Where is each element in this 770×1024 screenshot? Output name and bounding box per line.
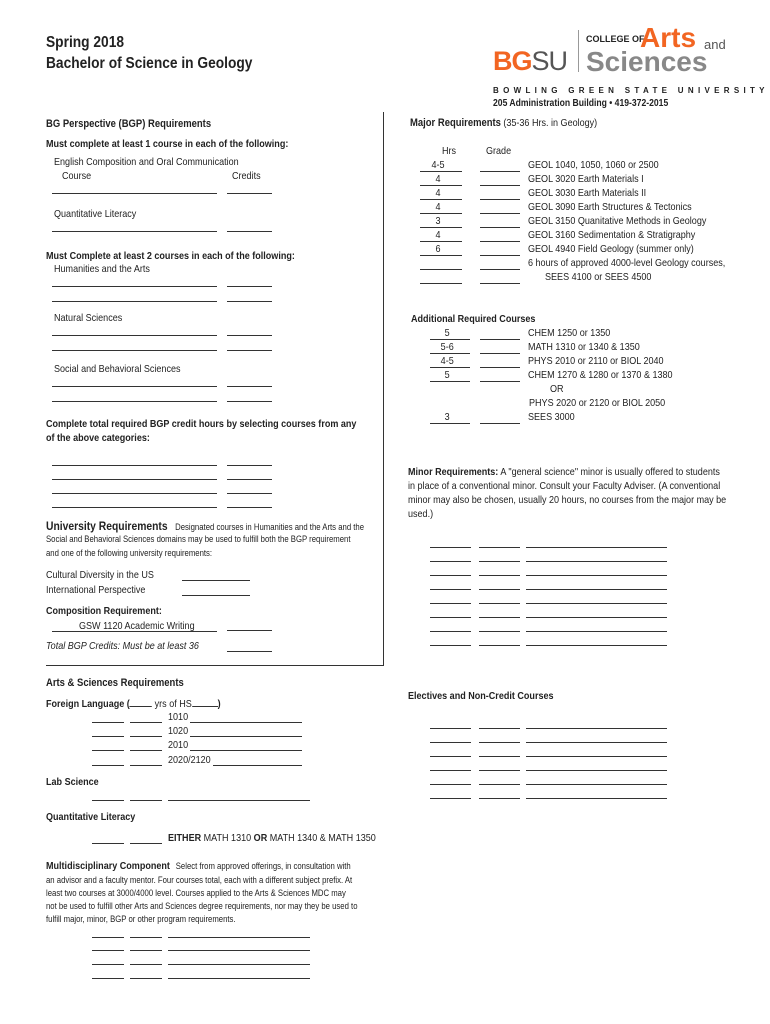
course-column: Course [62, 170, 92, 182]
mdc-course-line[interactable] [168, 964, 310, 965]
phys-alt: PHYS 2020 or 2120 or BIOL 2050 [529, 397, 666, 409]
minor-hrs-line[interactable] [430, 603, 471, 604]
minor-desc1: A "general science" minor is usually offered to students [500, 466, 720, 478]
fl-line[interactable] [92, 750, 124, 751]
logo-college-of: COLLEGE OF [586, 34, 645, 44]
composition-label: Composition Requirement: [46, 605, 162, 617]
major-grade-line[interactable] [480, 171, 520, 172]
social-course-line[interactable] [52, 386, 217, 387]
logo-and: and [704, 37, 726, 52]
international-label: International Perspective [46, 584, 146, 596]
major-last-line: SEES 4100 or SEES 4500 [545, 271, 652, 283]
natural-credits-line[interactable] [227, 350, 272, 351]
minor-heading: Minor Requirements: [408, 466, 499, 478]
close-paren: ) [217, 698, 221, 710]
additional-course: MATH 1310 or 1340 & 1350 [528, 341, 640, 353]
mdc-line[interactable] [130, 964, 162, 965]
university-desc1: Designated courses in Humanities and the Arts and the [175, 522, 365, 532]
math1310-label: MATH 1310 [203, 832, 252, 844]
major-hrs-line[interactable] [420, 185, 462, 186]
major-course: GEOL 3030 Earth Materials II [528, 187, 647, 199]
minor-grade-line[interactable] [479, 645, 520, 646]
minor-course-line[interactable] [526, 603, 667, 604]
major-hrs: 4 [435, 229, 441, 241]
fl-line[interactable] [92, 736, 124, 737]
lab-science-label: Lab Science [46, 776, 99, 788]
quant-credits-line[interactable] [227, 231, 272, 232]
additional-hrs: 5-6 [440, 341, 454, 353]
major-course: GEOL 3150 Quanitative Methods in Geology [528, 215, 707, 227]
either-label: EITHER [168, 832, 202, 844]
mdc-line[interactable] [92, 950, 124, 951]
additional-hrs: 5 [444, 327, 450, 339]
bgp-heading: BG Perspective (BGP) Requirements [46, 118, 212, 130]
fl-level-2020: 2020/2120 [168, 754, 211, 766]
humanities-label: Humanities and the Arts [54, 263, 150, 275]
elective-hrs-line[interactable] [430, 770, 471, 771]
major-grade-line[interactable] [480, 241, 520, 242]
minor-grade-line[interactable] [479, 631, 520, 632]
mdc-line[interactable] [92, 978, 124, 979]
additional-hrs-line [430, 339, 470, 340]
minor-grade-line[interactable] [479, 547, 520, 548]
additional-grade-line[interactable] [480, 339, 520, 340]
elective-course-line[interactable] [526, 728, 667, 729]
university-heading: University Requirements [46, 519, 168, 533]
additional-hrs-line [430, 381, 470, 382]
major-grade-line[interactable] [480, 199, 520, 200]
elective-course-line[interactable] [526, 784, 667, 785]
mdc-line[interactable] [130, 950, 162, 951]
elective-bgp-credits-line[interactable] [227, 507, 272, 508]
elective-grade-line[interactable] [479, 756, 520, 757]
lab-course-line[interactable] [168, 800, 310, 801]
elective-course-line[interactable] [526, 742, 667, 743]
major-grade-line[interactable] [480, 255, 520, 256]
or-label: OR [253, 832, 268, 844]
quant-label: Quantitative Literacy [54, 208, 137, 220]
additional-course: CHEM 1250 or 1350 [528, 327, 611, 339]
major-hrs-line[interactable] [420, 213, 462, 214]
minor-course-line[interactable] [526, 645, 667, 646]
natural-label: Natural Sciences [54, 312, 123, 324]
minor-desc4: used.) [408, 508, 434, 520]
mdc-heading-line [46, 860, 351, 872]
minor-course-line[interactable] [526, 589, 667, 590]
logo-arts: Arts [640, 22, 697, 53]
social-course-line[interactable] [52, 401, 217, 402]
major-hrs-line[interactable] [420, 241, 462, 242]
major-hrs-line[interactable] [420, 171, 462, 172]
mdc-desc5: fulfill major, minor, BGP or other program requirements. [46, 914, 236, 924]
fl-level-2010: 2010 [168, 739, 189, 751]
major-hrs: 4 [435, 173, 441, 185]
as-quant-options [168, 832, 376, 844]
major-course: 6 hours of approved 4000-level Geology courses, [528, 257, 726, 269]
minor-hrs-line[interactable] [430, 561, 471, 562]
minor-course-line[interactable] [526, 547, 667, 548]
mdc-line[interactable] [130, 978, 162, 979]
minor-line1 [408, 466, 720, 478]
additional-hrs: 5 [444, 369, 450, 381]
additional-course: PHYS 2010 or 2110 or BIOL 2040 [528, 355, 664, 367]
mdc-line[interactable] [92, 964, 124, 965]
major-hrs-line[interactable] [420, 283, 462, 284]
additional-hrs-line [430, 367, 470, 368]
natural-credits-line[interactable] [227, 335, 272, 336]
arts-sciences-heading: Arts & Sciences Requirements [46, 677, 184, 689]
humanities-credits-line[interactable] [227, 286, 272, 287]
university-desc2: Social and Behavioral Sciences domains may be used to fulfill both the BGP requirement [46, 534, 351, 544]
column-divider [383, 112, 384, 666]
hrs-column: Hrs [442, 145, 457, 157]
complete-total-line2: of the above categories: [46, 432, 150, 444]
fl-line[interactable] [92, 765, 124, 766]
section-divider [46, 665, 383, 666]
additional-hrs: 4-5 [440, 355, 454, 367]
logo-bg: BG [493, 46, 532, 76]
humanities-course-line[interactable] [52, 286, 217, 287]
bgp-must-two: Must Complete at least 2 courses in each of the following: [46, 250, 295, 262]
minor-hrs-line[interactable] [430, 631, 471, 632]
elective-bgp-course-line[interactable] [52, 493, 217, 494]
mdc-desc1: Select from approved offerings, in consultation with [175, 861, 351, 871]
fl-level-1020: 1020 [168, 725, 189, 737]
elective-grade-line[interactable] [479, 770, 520, 771]
quant-course-line[interactable] [52, 231, 217, 232]
elective-bgp-course-line[interactable] [52, 465, 217, 466]
natural-course-line[interactable] [52, 335, 217, 336]
major-course: GEOL 3160 Sedimentation & Stratigraphy [528, 229, 696, 241]
elective-grade-line[interactable] [479, 728, 520, 729]
fl-line[interactable] [130, 765, 162, 766]
english-course-line[interactable] [52, 193, 217, 194]
natural-course-line[interactable] [52, 350, 217, 351]
elective-hrs-line[interactable] [430, 742, 471, 743]
major-hrs: 4-5 [431, 159, 445, 171]
major-grade-line[interactable] [480, 269, 520, 270]
minor-hrs-line[interactable] [430, 645, 471, 646]
additional-grade-line[interactable] [480, 381, 520, 382]
university-desc3: and one of the following university requirements: [46, 548, 213, 558]
complete-total-line1: Complete total required BGP credit hours by selecting courses from any [46, 418, 357, 430]
minor-grade-line[interactable] [479, 603, 520, 604]
elective-hrs-line[interactable] [430, 784, 471, 785]
elective-course-line[interactable] [526, 798, 667, 799]
minor-hrs-line[interactable] [430, 617, 471, 618]
major-heading-note: (35-36 Hrs. in Geology) [503, 117, 598, 129]
lab-line[interactable] [130, 800, 162, 801]
mdc-title: Multidisciplinary Component [46, 860, 170, 872]
minor-grade-line[interactable] [479, 575, 520, 576]
major-hrs: 4 [435, 201, 441, 213]
logo-su: SU [531, 46, 568, 76]
foreign-language-line [46, 698, 221, 710]
additional-heading: Additional Required Courses [411, 313, 536, 325]
elective-bgp-course-line[interactable] [52, 479, 217, 480]
logo-sciences: Sciences [586, 46, 708, 77]
elective-grade-line[interactable] [479, 742, 520, 743]
mdc-course-line[interactable] [168, 978, 310, 979]
logo-university: BOWLING GREEN STATE UNIVERSITY [493, 86, 769, 95]
total-bgp-credits-line[interactable] [227, 651, 272, 652]
cultural-line[interactable] [182, 580, 250, 581]
gsw-course-line [52, 631, 217, 632]
fl-course-line[interactable] [190, 736, 302, 737]
sees-hrs: 3 [444, 411, 450, 423]
minor-hrs-line[interactable] [430, 547, 471, 548]
elective-bgp-credits-line[interactable] [227, 479, 272, 480]
minor-hrs-line[interactable] [430, 575, 471, 576]
minor-course-line[interactable] [526, 575, 667, 576]
as-quant-line[interactable] [130, 843, 162, 844]
additional-grade-line[interactable] [480, 353, 520, 354]
major-course: GEOL 3090 Earth Structures & Tectonics [528, 201, 692, 213]
major-hrs-line[interactable] [420, 227, 462, 228]
grade-column: Grade [486, 145, 512, 157]
additional-hrs-line [430, 353, 470, 354]
foreign-label: Foreign Language ( [46, 698, 130, 710]
fl-line[interactable] [130, 750, 162, 751]
major-course: GEOL 4940 Field Geology (summer only) [528, 243, 694, 255]
mdc-course-line[interactable] [168, 950, 310, 951]
logo-divider [578, 30, 579, 72]
as-quant-label: Quantitative Literacy [46, 811, 136, 823]
major-grade-line[interactable] [480, 185, 520, 186]
minor-grade-line[interactable] [479, 561, 520, 562]
gsw-credits-line[interactable] [227, 630, 272, 631]
program-title: Bachelor of Science in Geology [46, 55, 253, 72]
major-hrs: 6 [435, 243, 441, 255]
credits-column: Credits [232, 170, 261, 182]
bgsu-logo [493, 46, 567, 77]
social-credits-line[interactable] [227, 386, 272, 387]
sees-course: SEES 3000 [528, 411, 575, 423]
electives-heading: Electives and Non-Credit Courses [408, 690, 554, 702]
major-heading-line [410, 117, 597, 129]
fl-line[interactable] [130, 736, 162, 737]
as-quant-line[interactable] [92, 843, 124, 844]
gsw-label: GSW 1120 Academic Writing [79, 620, 195, 632]
or-separator: OR [550, 383, 564, 395]
major-heading: Major Requirements [410, 117, 501, 129]
total-bgp-credits: Total BGP Credits: Must be at least 36 [46, 640, 199, 652]
minor-desc2: in place of a conventional minor. Consult your Faculty Adviser. (A conventional [408, 480, 721, 492]
minor-course-line[interactable] [526, 631, 667, 632]
additional-grade-line[interactable] [480, 367, 520, 368]
elective-grade-line[interactable] [479, 798, 520, 799]
elective-hrs-line[interactable] [430, 798, 471, 799]
fl-level-1010: 1010 [168, 711, 189, 723]
mdc-desc2: an advisor and a faculty mentor. Four courses total, each with a different subject prefix. At [46, 875, 353, 885]
math-alt-label: MATH 1340 & MATH 1350 [269, 832, 376, 844]
bgp-must-one: Must complete at least 1 course in each of the following: [46, 138, 289, 150]
minor-hrs-line[interactable] [430, 589, 471, 590]
minor-grade-line[interactable] [479, 617, 520, 618]
major-course: GEOL 3020 Earth Materials I [528, 173, 644, 185]
major-hrs-line[interactable] [420, 199, 462, 200]
fl-course-line[interactable] [190, 722, 302, 723]
social-label: Social and Behavioral Sciences [54, 363, 181, 375]
mdc-course-line[interactable] [168, 937, 310, 938]
major-hrs-line[interactable] [420, 269, 462, 270]
fl-line[interactable] [130, 722, 162, 723]
cultural-label: Cultural Diversity in the US [46, 569, 154, 581]
elective-grade-line[interactable] [479, 784, 520, 785]
english-label: English Composition and Oral Communication [54, 156, 239, 168]
university-heading-line [46, 519, 364, 533]
fl-line[interactable] [92, 722, 124, 723]
fl-course-line[interactable] [213, 765, 302, 766]
mdc-line[interactable] [92, 937, 124, 938]
lab-line[interactable] [92, 800, 124, 801]
elective-course-line[interactable] [526, 770, 667, 771]
minor-course-line[interactable] [526, 561, 667, 562]
humanities-course-line[interactable] [52, 301, 217, 302]
minor-course-line[interactable] [526, 617, 667, 618]
elective-hrs-line[interactable] [430, 756, 471, 757]
fl-course-line[interactable] [190, 750, 302, 751]
elective-bgp-course-line[interactable] [52, 507, 217, 508]
major-hrs: 3 [435, 215, 441, 227]
elective-hrs-line[interactable] [430, 728, 471, 729]
sees-grade-line[interactable] [480, 423, 520, 424]
elective-bgp-credits-line[interactable] [227, 493, 272, 494]
major-course: GEOL 1040, 1050, 1060 or 2500 [528, 159, 659, 171]
mdc-desc3: least two courses at 3000/4000 level. Courses applied to the Arts & Sciences MDC may [46, 888, 346, 898]
yrs-hs-label: yrs of HS [154, 698, 192, 710]
humanities-credits-line[interactable] [227, 301, 272, 302]
mdc-line[interactable] [130, 937, 162, 938]
social-credits-line[interactable] [227, 401, 272, 402]
major-grade-line[interactable] [480, 213, 520, 214]
minor-grade-line[interactable] [479, 589, 520, 590]
additional-course: CHEM 1270 & 1280 or 1370 & 1380 [528, 369, 673, 381]
elective-bgp-credits-line[interactable] [227, 465, 272, 466]
major-grade-line[interactable] [480, 227, 520, 228]
mdc-desc4: not be used to fulfill other Arts and Sciences degree requirements, nor may they be used to [46, 901, 358, 911]
major-grade-line[interactable] [480, 283, 520, 284]
major-hrs-line[interactable] [420, 255, 462, 256]
international-line[interactable] [182, 595, 250, 596]
major-hrs: 4 [435, 187, 441, 199]
sees-hrs-line [430, 423, 470, 424]
address: 205 Administration Building • 419-372-2015 [493, 98, 669, 109]
minor-desc3: minor may also be chosen, usually 20 hours, no courses from the major may be [408, 494, 727, 506]
term-title: Spring 2018 [46, 34, 125, 51]
english-credits-line[interactable] [227, 193, 272, 194]
elective-course-line[interactable] [526, 756, 667, 757]
